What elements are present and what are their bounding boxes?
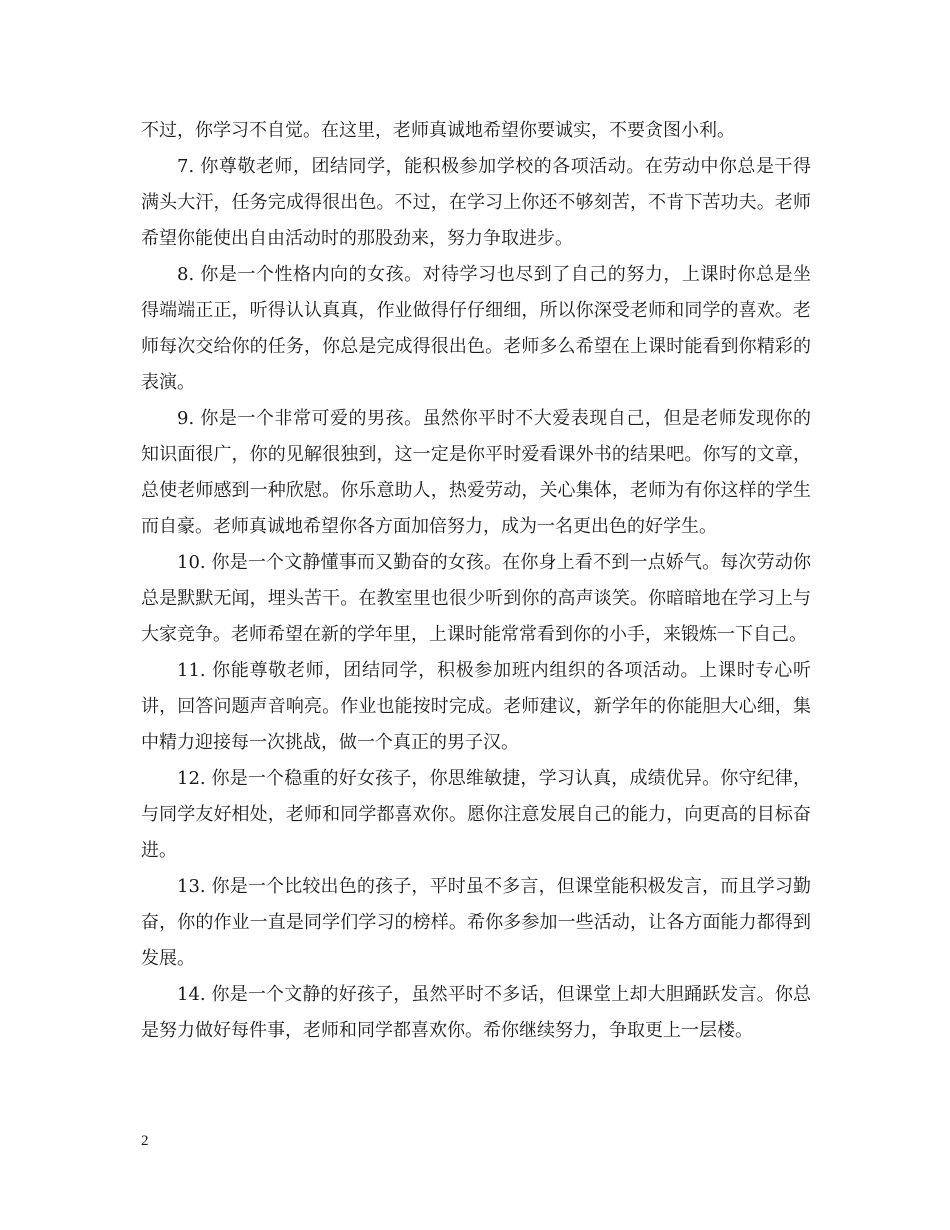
paragraph-comment-13: 13. 你是一个比较出色的孩子，平时虽不多言，但课堂能积极发言，而且学习勤奋，你的作业一直是同学们学习的榜样。希你多参加一些活动，让各方面能力都得到发展。 [141, 876, 811, 969]
page-number: 2 [141, 1133, 149, 1149]
document-body [141, 113, 811, 1049]
paragraph-comment-9: 9. 你是一个非常可爱的男孩。虽然你平时不大爱表现自己，但是老师发现你的知识面很广，你的见解很独到，这一定是你平时爱看课外书的结果吧。你写的文章，总使老师感到一种欣慰。你乐意助人，热爱劳动，关心集体，老师为有你这样的学生而自豪。老师真诚地希望你各方面加倍努力，成为一名更出色的好学生。 [141, 408, 811, 537]
paragraph-comment-8: 8. 你是一个性格内向的女孩。对待学习也尽到了自己的努力，上课时你总是坐得端端正正，听得认认真真，作业做得仔仔细细，所以你深受老师和同学的喜欢。老师每次交给你的任务，你总是完成得很出色。老师多么希望在上课时能看到你精彩的表演。 [141, 264, 811, 393]
paragraph-comment-10: 10. 你是一个文静懂事而又勤奋的女孩。在你身上看不到一点娇气。每次劳动你总是默默无闻，埋头苦干。在教室里也很少听到你的高声谈笑。你暗暗地在学习上与大家竞争。老师希望在新的学年里，上课时能常常看到你的小手，来锻炼一下自己。 [141, 552, 811, 645]
paragraph-comment-7: 7. 你尊敬老师，团结同学，能积极参加学校的各项活动。在劳动中你总是干得满头大汗，任务完成得很出色。不过，在学习上你还不够刻苦，不肯下苦功夫。老师希望你能使出自由活动时的那股劲来，努力争取进步。 [141, 156, 811, 249]
paragraph-comment-12: 12. 你是一个稳重的好女孩子，你思维敏捷，学习认真，成绩优异。你守纪律，与同学友好相处，老师和同学都喜欢你。愿你注意发展自己的能力，向更高的目标奋进。 [141, 768, 811, 861]
paragraph-continuation: 不过，你学习不自觉。在这里，老师真诚地希望你要诚实，不要贪图小利。 [141, 120, 735, 141]
paragraph-comment-11: 11. 你能尊敬老师，团结同学，积极参加班内组织的各项活动。上课时专心听讲，回答问题声音响亮。作业也能按时完成。老师建议，新学年的你能胆大心细，集中精力迎接每一次挑战，做一个真正的男子汉。 [141, 660, 811, 753]
paragraph-comment-14: 14. 你是一个文静的好孩子，虽然平时不多话，但课堂上却大胆踊跃发言。你总是努力做好每件事，老师和同学都喜欢你。希你继续努力，争取更上一层楼。 [141, 984, 811, 1041]
